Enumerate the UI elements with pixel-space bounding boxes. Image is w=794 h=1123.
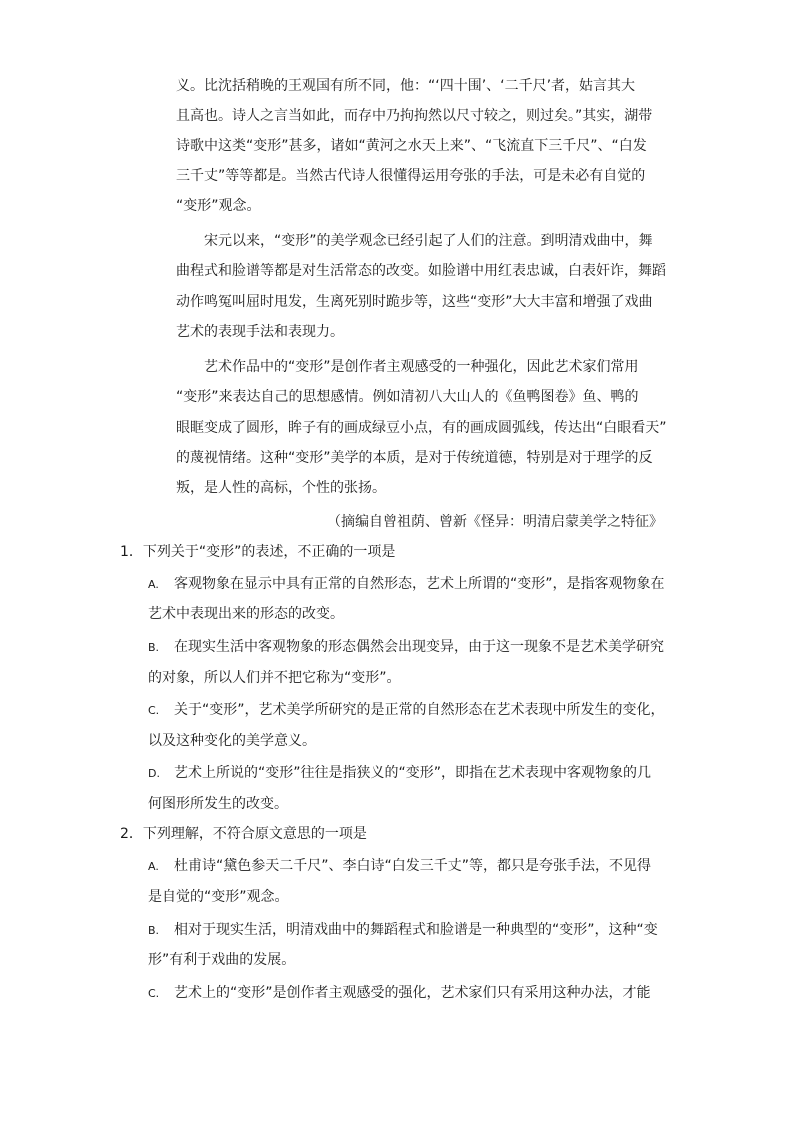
- option-label: C.: [148, 704, 160, 717]
- passage-line: 且高也。诗人之言当如此，而存中乃拘拘然以尺寸较之，则过矣。”其实，湖带: [176, 108, 653, 124]
- option-text-wrap: 形”有利于戏曲的发展。: [148, 952, 296, 968]
- option-text: 在现实生活中客观物象的形态偶然会出现变异，由于这一现象不是艺术美学研究: [174, 639, 664, 655]
- question-1-option-c: [148, 700, 665, 721]
- passage-line: 艺术的表现手法和表现力。: [176, 324, 344, 340]
- passage-line: 曲程式和脸谱等都是对生活常态的改变。如脸谱中用红表忠诚，白表奸诈，舞蹈: [176, 263, 666, 279]
- passage-line: “变形”观念。: [176, 198, 261, 214]
- option-text-wrap: 艺术中表现出来的形态的改变。: [148, 606, 344, 622]
- passage-line: 义。比沈括稍晚的王观国有所不同，他：“‘四十围’、‘二千尺’者，姑言其大: [176, 78, 636, 94]
- question-1-option-a: [148, 574, 665, 595]
- option-label: C.: [148, 987, 160, 1000]
- question-2-option-b: [148, 920, 658, 941]
- question-1-stem: [120, 542, 395, 562]
- option-text-wrap: 何图形所发生的改变。: [148, 796, 288, 812]
- passage-source: （摘编自曾祖荫、曾新《怪异：明清启蒙美学之特征》: [327, 514, 663, 530]
- passage-line: 动作鸣冤叫屈时甩发，生离死别时跪步等，这些“变形”大大丰富和增强了戏曲: [176, 294, 653, 310]
- option-text: 艺术上的“变形”是创作者主观感受的强化，艺术家们只有采用这种办法，才能: [174, 985, 651, 1001]
- option-text: 关于“变形”，艺术美学所研究的是正常的自然形态在艺术表现中所发生的变化，: [174, 702, 665, 718]
- question-1-option-d: [148, 763, 651, 784]
- question-number: 1．: [120, 544, 143, 560]
- option-label: B.: [148, 924, 160, 937]
- question-number: 2．: [120, 826, 143, 842]
- option-text: 艺术上所说的“变形”往往是指狭义的“变形”，即指在艺术表现中客观物象的几: [174, 765, 652, 781]
- option-label: B.: [148, 641, 160, 654]
- option-text-wrap: 的对象，所以人们并不把它称为“变形”。: [148, 670, 401, 686]
- option-text-wrap: 以及这种变化的美学意义。: [148, 733, 316, 749]
- question-text: 下列理解，不符合原文意思的一项是: [142, 826, 367, 842]
- passage-line: 叛，是人性的高标，个性的张扬。: [176, 480, 386, 496]
- option-text: 客观物象在显示中具有正常的自然形态，艺术上所谓的“变形”，是指客观物象在: [174, 576, 665, 592]
- question-2-stem: [120, 824, 367, 844]
- passage-line: 三千丈”等等都是。当然古代诗人很懂得运用夸张的手法，可是未必有自觉的: [176, 168, 646, 184]
- option-label: A.: [148, 860, 159, 873]
- passage-line: 的蔑视情绪。这种“变形”美学的本质，是对于传统道德，特别是对于理学的反: [176, 450, 653, 466]
- option-label: A.: [148, 578, 159, 591]
- passage-line: 诗歌中这类“变形”甚多，诸如“黄河之水天上来”、“飞流直下三千尺”、“白发: [176, 138, 647, 154]
- passage-line: 眼眶变成了圆形，眸子有的画成绿豆小点，有的画成圆弧线，传达出“白眼看天”: [176, 420, 667, 436]
- question-1-option-b: [148, 637, 664, 658]
- option-text: 杜甫诗“黛色参天二千尺”、李白诗“白发三千丈”等，都只是夸张手法，不见得: [174, 858, 652, 874]
- passage-line: “变形”来表达自己的思想感情。例如清初八大山人的《鱼鸭图卷》鱼、鸭的: [176, 389, 639, 405]
- question-text: 下列关于“变形”的表述，不正确的一项是: [142, 544, 396, 560]
- question-2-option-a: [148, 856, 651, 877]
- passage-line: 宋元以来，“变形”的美学观念已经引起了人们的注意。到明清戏曲中，舞: [204, 233, 653, 249]
- option-label: D.: [148, 767, 160, 780]
- option-text-wrap: 是自觉的“变形”观念。: [148, 889, 289, 905]
- passage-line: 艺术作品中的“变形”是创作者主观感受的一种强化，因此艺术家们常用: [204, 359, 639, 375]
- option-text: 相对于现实生活，明清戏曲中的舞蹈程式和脸谱是一种典型的“变形”，这种“变: [174, 922, 658, 938]
- question-2-option-c: [148, 983, 651, 1004]
